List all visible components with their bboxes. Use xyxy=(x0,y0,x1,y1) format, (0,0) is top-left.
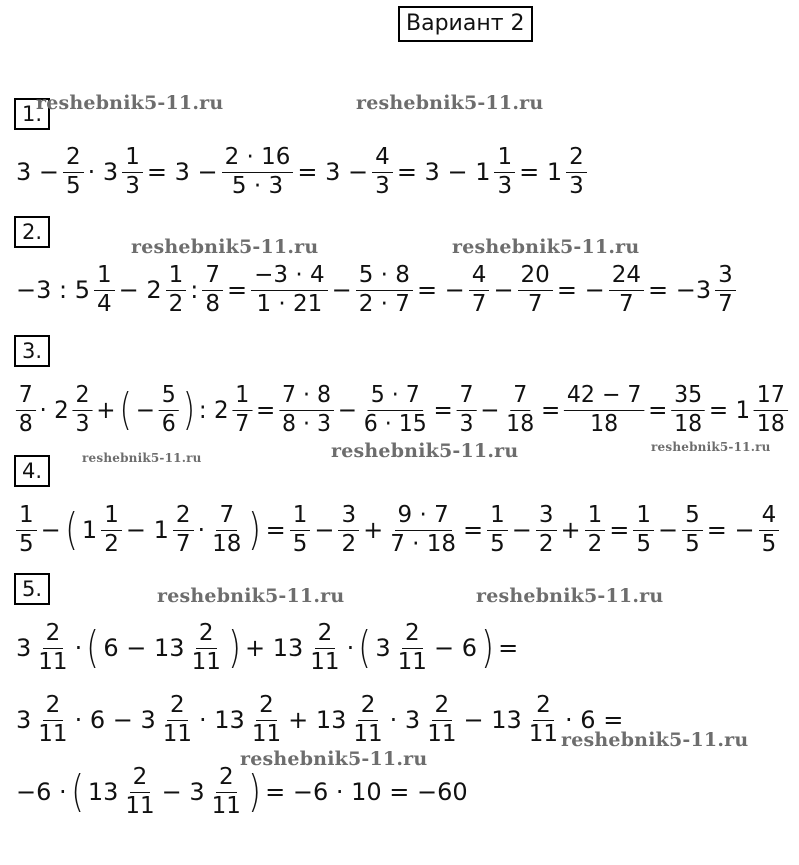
denominator: 7 xyxy=(619,290,634,317)
math-text: : 2 xyxy=(198,396,229,424)
numerator: 7 xyxy=(457,383,477,410)
denominator: 4 xyxy=(97,290,112,317)
numerator: 1 xyxy=(16,503,37,530)
numerator: 1 xyxy=(101,503,122,530)
denominator: 11 xyxy=(310,648,340,675)
denominator: 18 xyxy=(674,410,703,437)
numerator: 2 xyxy=(130,765,151,792)
problem-1-expression xyxy=(14,132,589,212)
fraction xyxy=(122,145,143,199)
numerator: 2 xyxy=(167,693,188,720)
denominator: 5 xyxy=(761,530,777,557)
fraction xyxy=(251,263,327,317)
fraction xyxy=(307,621,342,675)
fraction xyxy=(682,503,703,557)
math-text: = −3 xyxy=(647,276,712,304)
variant-title: Вариант 2 xyxy=(398,6,533,42)
math-text: + xyxy=(96,396,116,424)
math-text: = 3 − xyxy=(146,158,218,186)
numerator: 2 xyxy=(432,693,453,720)
math-text: = 3 − xyxy=(297,158,369,186)
numerator: 2 xyxy=(196,621,217,648)
right-paren: ) xyxy=(227,622,241,673)
denominator: 6 xyxy=(161,410,176,437)
problem-number-5: 5. xyxy=(14,573,50,605)
fraction xyxy=(249,693,284,747)
numerator: 3 xyxy=(536,503,557,530)
denominator: 2 xyxy=(538,530,554,557)
watermark: reshebnik5-11.ru xyxy=(131,236,319,258)
numerator: −3 · 4 xyxy=(251,263,327,290)
denominator: 3 xyxy=(75,410,90,437)
fraction xyxy=(361,383,430,437)
numerator: 9 · 7 xyxy=(395,503,452,530)
denominator: 8 · 3 xyxy=(282,410,332,437)
numerator: 7 xyxy=(216,503,237,530)
watermark: reshebnik5-11.ru xyxy=(561,729,749,751)
denominator: 6 · 15 xyxy=(363,410,427,437)
fraction xyxy=(469,263,490,317)
left-paren: ( xyxy=(86,622,100,673)
math-text: − 1 xyxy=(125,516,169,544)
denominator: 11 xyxy=(38,648,68,675)
fraction xyxy=(356,263,413,317)
math-text: = −6 · 10 = −60 xyxy=(265,778,468,806)
fraction xyxy=(94,263,115,317)
numerator: 2 xyxy=(43,621,64,648)
fraction xyxy=(166,263,187,317)
denominator: 7 xyxy=(235,410,250,437)
problem-number-4: 4. xyxy=(14,455,50,487)
math-text: = − xyxy=(556,276,605,304)
fraction xyxy=(63,145,84,199)
denominator: 11 xyxy=(191,648,221,675)
watermark: reshebnik5-11.ru xyxy=(331,440,519,462)
numerator: 2 xyxy=(402,621,423,648)
numerator: 1 xyxy=(290,503,311,530)
math-text: · xyxy=(197,516,206,544)
fraction xyxy=(73,383,93,437)
numerator: 1 xyxy=(166,263,187,290)
numerator: 3 xyxy=(338,503,359,530)
numerator: 2 · 16 xyxy=(222,145,294,172)
denominator: 18 xyxy=(212,530,242,557)
left-paren: ( xyxy=(358,622,372,673)
math-text: = xyxy=(540,396,561,424)
math-text: · xyxy=(346,634,355,662)
denominator: 3 xyxy=(125,172,140,199)
denominator: 5 xyxy=(292,530,308,557)
numerator: 20 xyxy=(518,263,553,290)
left-paren: ( xyxy=(64,504,78,555)
math-text: − xyxy=(493,276,514,304)
math-text: = xyxy=(227,276,248,304)
denominator: 11 xyxy=(38,720,68,747)
watermark: reshebnik5-11.ru xyxy=(452,236,640,258)
numerator: 42 − 7 xyxy=(564,383,644,410)
math-text: = xyxy=(498,634,519,662)
fraction xyxy=(395,621,430,675)
watermark: reshebnik5-11.ru xyxy=(36,92,224,114)
problem-3-expression xyxy=(14,370,790,450)
problem-5-line-1 xyxy=(14,608,520,688)
fraction xyxy=(222,145,294,199)
denominator: 5 · 3 xyxy=(231,172,284,199)
fraction xyxy=(35,621,70,675)
denominator: 11 xyxy=(427,720,457,747)
denominator: 5 xyxy=(66,172,81,199)
denominator: 5 xyxy=(490,530,505,557)
denominator: 5 xyxy=(685,530,700,557)
numerator: 7 xyxy=(16,383,36,410)
fraction xyxy=(518,263,553,317)
math-text: = xyxy=(648,396,668,424)
fraction xyxy=(503,383,537,437)
numerator: 4 xyxy=(372,145,393,172)
numerator: 4 xyxy=(759,503,780,530)
denominator: 5 xyxy=(636,530,652,557)
fraction xyxy=(173,503,194,557)
numerator: 17 xyxy=(754,383,788,410)
denominator: 11 xyxy=(353,720,383,747)
denominator: 2 xyxy=(587,530,603,557)
math-text: = xyxy=(265,516,286,544)
numerator: 2 xyxy=(216,765,237,792)
denominator: 3 xyxy=(375,172,390,199)
denominator: 11 xyxy=(397,648,427,675)
problem-number-2: 2. xyxy=(14,216,50,248)
math-text: = 1 xyxy=(708,396,751,424)
fraction xyxy=(16,503,37,557)
numerator: 7 xyxy=(510,383,530,410)
fraction xyxy=(754,383,788,437)
fraction xyxy=(338,503,359,557)
math-text: − xyxy=(337,396,358,424)
denominator: 7 xyxy=(175,530,191,557)
math-text: + 13 xyxy=(245,634,304,662)
numerator: 5 · 7 xyxy=(368,383,423,410)
numerator: 2 xyxy=(73,383,93,410)
math-text: 13 xyxy=(87,778,119,806)
right-paren: ) xyxy=(248,766,261,817)
math-text: − xyxy=(314,516,335,544)
fraction xyxy=(566,145,587,199)
denominator: 18 xyxy=(506,410,535,437)
watermark: reshebnik5-11.ru xyxy=(651,440,771,454)
fraction xyxy=(457,383,477,437)
fraction xyxy=(609,263,644,317)
denominator: 3 xyxy=(497,172,513,199)
math-text: − 3 xyxy=(161,778,205,806)
denominator: 11 xyxy=(251,720,282,747)
fraction xyxy=(290,503,311,557)
denominator: 11 xyxy=(528,720,559,747)
math-text: = − xyxy=(706,516,755,544)
fraction xyxy=(101,503,122,557)
denominator: 2 · 7 xyxy=(358,290,410,317)
denominator: 3 xyxy=(459,410,474,437)
denominator: 8 xyxy=(205,290,221,317)
numerator: 24 xyxy=(609,263,644,290)
numerator: 35 xyxy=(671,383,705,410)
math-text: · 2 xyxy=(39,396,69,424)
left-paren: ( xyxy=(119,384,132,435)
watermark: reshebnik5-11.ru xyxy=(82,451,202,465)
math-text: · xyxy=(74,634,83,662)
fraction xyxy=(671,383,705,437)
math-text: + xyxy=(363,516,384,544)
math-text: = xyxy=(463,516,484,544)
math-text: 6 − 13 xyxy=(103,634,185,662)
math-text: : xyxy=(190,276,199,304)
numerator: 4 xyxy=(469,263,490,290)
denominator: 5 xyxy=(19,530,34,557)
math-text: + xyxy=(560,516,581,544)
numerator: 2 xyxy=(566,145,587,172)
numerator: 1 xyxy=(585,503,606,530)
math-text: + 13 xyxy=(288,706,347,734)
fraction xyxy=(633,503,654,557)
numerator: 2 xyxy=(533,693,554,720)
denominator: 18 xyxy=(590,410,619,437)
numerator: 7 · 8 xyxy=(279,383,334,410)
problem-number-3: 3. xyxy=(14,335,50,367)
math-text: − xyxy=(40,516,61,544)
fraction xyxy=(494,145,515,199)
watermark: reshebnik5-11.ru xyxy=(240,748,428,770)
math-text: 3 − xyxy=(16,158,60,186)
fraction xyxy=(159,383,179,437)
math-text: − xyxy=(480,396,500,424)
math-text: − xyxy=(135,396,156,424)
numerator: 7 xyxy=(202,263,223,290)
fraction xyxy=(160,693,195,747)
denominator: 11 xyxy=(125,792,155,819)
math-text: −6 · xyxy=(16,778,67,806)
fraction xyxy=(372,145,393,199)
numerator: 2 xyxy=(43,693,64,720)
denominator: 3 xyxy=(569,172,584,199)
math-text: · 6 − 3 xyxy=(74,706,156,734)
fraction xyxy=(232,383,252,437)
numerator: 5 xyxy=(159,383,179,410)
math-text: − 6 xyxy=(433,634,477,662)
problem-number-1: 1. xyxy=(14,98,50,130)
denominator: 7 · 18 xyxy=(390,530,457,557)
fraction xyxy=(16,383,36,437)
fraction xyxy=(122,765,157,819)
numerator: 5 · 8 xyxy=(356,263,413,290)
math-text: −3 : 5 xyxy=(16,276,90,304)
math-text: = 1 xyxy=(519,158,563,186)
denominator: 2 xyxy=(168,290,184,317)
fraction xyxy=(209,765,244,819)
fraction xyxy=(424,693,459,747)
math-text: = xyxy=(256,396,276,424)
math-text: · 6 = xyxy=(565,706,624,734)
math-text: − 2 xyxy=(118,276,162,304)
watermark: reshebnik5-11.ru xyxy=(356,92,544,114)
denominator: 18 xyxy=(756,410,785,437)
math-text: − xyxy=(331,276,352,304)
math-text: = 3 − 1 xyxy=(396,158,491,186)
fraction xyxy=(715,263,736,317)
math-text: 3 xyxy=(375,634,391,662)
fraction xyxy=(536,503,557,557)
numerator: 1 xyxy=(122,145,143,172)
fraction xyxy=(526,693,561,747)
numerator: 1 xyxy=(494,145,515,172)
math-text: − xyxy=(658,516,679,544)
math-text: − 13 xyxy=(463,706,522,734)
math-text: 3 xyxy=(16,706,32,734)
fraction xyxy=(209,503,244,557)
numerator: 1 xyxy=(232,383,252,410)
math-text: = − xyxy=(416,276,465,304)
denominator: 7 xyxy=(471,290,487,317)
fraction xyxy=(202,263,223,317)
math-text: · 3 xyxy=(87,158,119,186)
math-text: 1 xyxy=(81,516,98,544)
right-paren: ) xyxy=(481,622,494,673)
math-text: 3 xyxy=(16,634,32,662)
fraction xyxy=(585,503,606,557)
fraction xyxy=(350,693,385,747)
numerator: 2 xyxy=(358,693,379,720)
fraction xyxy=(189,621,224,675)
denominator: 11 xyxy=(162,720,193,747)
math-text: − xyxy=(511,516,532,544)
denominator: 7 xyxy=(527,290,543,317)
right-paren: ) xyxy=(248,504,262,555)
right-paren: ) xyxy=(182,384,195,435)
numerator: 3 xyxy=(715,263,736,290)
fraction xyxy=(387,503,459,557)
denominator: 2 xyxy=(104,530,119,557)
denominator: 7 xyxy=(718,290,733,317)
numerator: 2 xyxy=(173,503,194,530)
denominator: 11 xyxy=(211,792,241,819)
watermark: reshebnik5-11.ru xyxy=(157,585,345,607)
problem-4-expression xyxy=(14,490,781,570)
math-text: = xyxy=(433,396,453,424)
numerator: 5 xyxy=(682,503,703,530)
denominator: 2 xyxy=(341,530,357,557)
denominator: 1 · 21 xyxy=(256,290,323,317)
numerator: 2 xyxy=(256,693,277,720)
numerator: 1 xyxy=(487,503,508,530)
math-text: · 13 xyxy=(199,706,245,734)
fraction xyxy=(759,503,780,557)
numerator: 2 xyxy=(63,145,84,172)
math-text: = xyxy=(609,516,630,544)
fraction xyxy=(279,383,334,437)
numerator: 1 xyxy=(633,503,654,530)
problem-2-expression xyxy=(14,250,738,330)
left-paren: ( xyxy=(70,766,84,817)
denominator: 8 xyxy=(18,410,33,437)
watermark: reshebnik5-11.ru xyxy=(476,585,664,607)
fraction xyxy=(487,503,508,557)
fraction xyxy=(564,383,644,437)
numerator: 2 xyxy=(315,621,336,648)
math-text: · 3 xyxy=(389,706,421,734)
numerator: 1 xyxy=(94,263,115,290)
fraction xyxy=(35,693,70,747)
